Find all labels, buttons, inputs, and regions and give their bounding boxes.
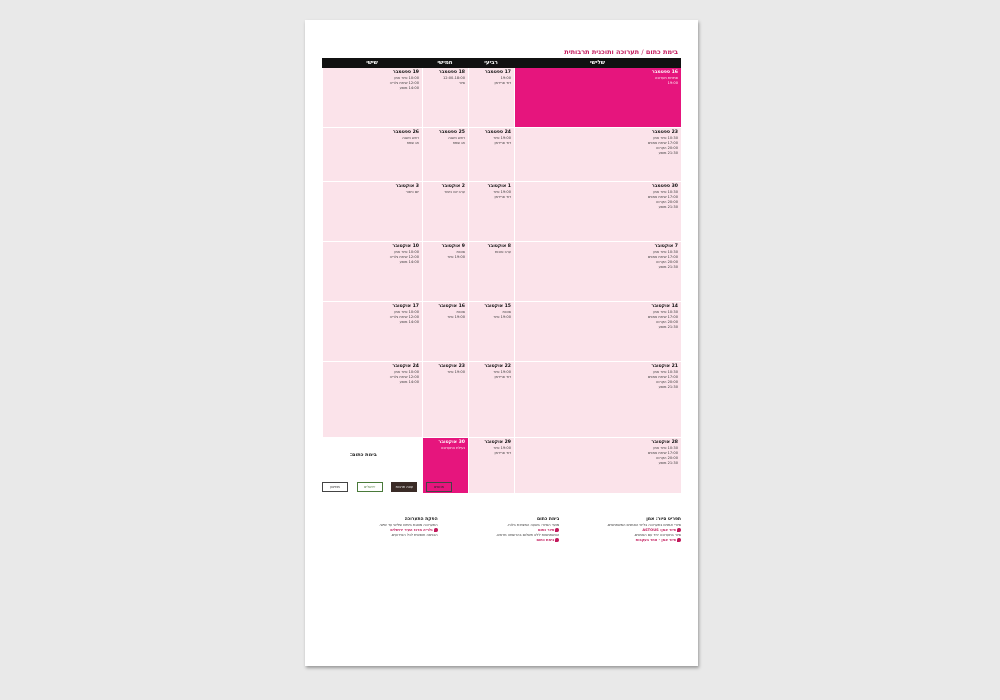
event-line: פתיחת תערוכה	[654, 76, 678, 80]
header-thu: חמישי	[422, 58, 468, 68]
info-title: הפקת התערוכה	[404, 517, 438, 522]
event-line: 19:00 סיור	[447, 370, 465, 374]
event-line: דוד פרידמן	[494, 81, 511, 85]
pin-icon	[677, 528, 681, 532]
title-separator: /	[641, 48, 644, 56]
event-line: 17:00 שיחת אמנים	[647, 141, 678, 145]
cell-date: 10 אוקטובר	[392, 244, 419, 249]
event-line: 10:30 סיור אמן	[653, 370, 678, 374]
schedule-cell-wed	[468, 182, 514, 242]
event-line: 17:00 שיחת אמנים	[647, 375, 678, 379]
event-line: 10:00 סיור אמן	[394, 250, 419, 254]
event-line: 19:00 סיור	[493, 315, 511, 319]
schedule-row	[322, 242, 681, 302]
header-wed: רביעי	[468, 58, 514, 68]
cell-date: 2 אוקטובר	[441, 184, 465, 189]
cell-date: 30 אוקטובר	[438, 440, 465, 445]
cell-date: 8 אוקטובר	[487, 244, 511, 249]
schedule-cell-thu	[422, 362, 468, 438]
event-line: 17:00 שיחת אמנים	[647, 451, 678, 455]
schedule-cell-wed	[468, 302, 514, 362]
event-line: 20:00 הקרנה	[655, 320, 678, 324]
event-line: 12:00 שיחת גלריה	[389, 375, 419, 379]
cell-date: 18 ספטמבר	[438, 70, 465, 75]
cell-date: 21 אוקטובר	[651, 364, 678, 369]
cell-date: 7 אוקטובר	[654, 244, 678, 249]
title-main: בימת כתום	[645, 48, 678, 56]
event-line: 14:00 מופע	[399, 380, 419, 384]
event-line: 10:30 סיור אמן	[653, 310, 678, 314]
schedule-cell-wed	[468, 438, 514, 494]
info-text: מועד הסיור: בשעה המצוינת בלוח.	[507, 523, 560, 527]
event-line: 10:30 סיור אמן	[653, 190, 678, 194]
header-fri: שישי	[322, 58, 422, 68]
event-line: 19:00 סיור	[493, 190, 511, 194]
event-line: 20:00 הקרנה	[655, 260, 678, 264]
event-line: סיור	[458, 81, 465, 85]
event-line: 21:30 מופע	[658, 265, 678, 269]
cell-date: 14 אוקטובר	[651, 304, 678, 309]
event-line: 10:30 סיור אמן	[653, 250, 678, 254]
cell-date: 30 ספטמבר	[651, 184, 678, 189]
cell-date: 23 ספטמבר	[651, 130, 678, 135]
event-line: סוכות	[456, 310, 465, 314]
pin-icon	[434, 528, 438, 532]
info-subheading: גלריה מרכז העיר ירושלים	[322, 528, 438, 533]
cell-date: 16 ספטמבר	[651, 70, 678, 75]
event-line: 21:30 מופע	[658, 325, 678, 329]
info-title: תפריט סיור: אמן	[646, 517, 681, 522]
schedule-row	[322, 302, 681, 362]
cell-date: 22 אוקטובר	[484, 364, 511, 369]
cell-date: 17 ספטמבר	[484, 70, 511, 75]
schedule-row	[322, 362, 681, 438]
schedule-cell-fri	[322, 182, 422, 242]
schedule-cell-tue	[514, 302, 681, 362]
schedule-cell-fri	[322, 302, 422, 362]
pin-icon	[677, 538, 681, 542]
schedule-cell-wed	[468, 362, 514, 438]
event-line: דוד פרידמן	[494, 195, 511, 199]
event-line: 19:00 סיור	[447, 315, 465, 319]
event-line: 12:00 שיחת גלריה	[389, 255, 419, 259]
info-text: ההשתתפות ללא תשלום בהרשמה מראש.	[496, 533, 560, 537]
event-line: דוד פרידמן	[494, 375, 511, 379]
page-title	[564, 48, 678, 56]
schedule-cell-tue	[514, 362, 681, 438]
event-line: 19:00 סיור	[447, 255, 465, 259]
schedule-cell-wed	[468, 128, 514, 182]
cell-date: 24 ספטמבר	[484, 130, 511, 135]
event-line: 21:30 מופע	[658, 461, 678, 465]
schedule-cell-wed	[468, 242, 514, 302]
event-line: ראש השנה	[402, 136, 419, 140]
schedule-cell-thu	[422, 302, 468, 362]
title-sub: תערוכה ותוכנית תרבותית	[564, 48, 640, 56]
info-text: הכניסה חופשית לכל האירועים.	[390, 533, 438, 537]
cell-date: 19 ספטמבר	[392, 70, 419, 75]
event-line: 21:30 מופע	[658, 151, 678, 155]
schedule-cell-fri	[322, 68, 422, 128]
event-line: 17:00 שיחת אמנים	[647, 255, 678, 259]
logo-jerusalem: ירושלים	[357, 482, 383, 493]
cell-date: 23 אוקטובר	[438, 364, 465, 369]
event-line: סוכות	[456, 250, 465, 254]
cell-date: 29 אוקטובר	[484, 440, 511, 445]
logo-museum: מוזיאון	[322, 482, 348, 493]
event-line: 19:00	[667, 81, 678, 85]
schedule-cell-tue	[514, 128, 681, 182]
event-line: 14:00 מופע	[399, 260, 419, 264]
cell-date: 1 אוקטובר	[487, 184, 511, 189]
stage-label: בימת כתום:	[350, 452, 377, 458]
event-line: 19:00 סיור	[493, 136, 511, 140]
event-line: 20:00 הקרנה	[655, 456, 678, 460]
event-line: 21:30 מופע	[658, 205, 678, 209]
info-text: סיורי אמנים בתערוכה בליווי האמנים המשתתפים.	[606, 523, 681, 527]
cell-date: 17 אוקטובר	[392, 304, 419, 309]
event-line: חג שמח	[406, 141, 419, 145]
event-line: 10:30 סיור אמן	[653, 446, 678, 450]
event-line: ערב יום כיפור	[444, 190, 465, 194]
cell-date: 16 אוקטובר	[438, 304, 465, 309]
event-line: 12:00-18:00	[442, 76, 465, 80]
cell-date: 15 אוקטובר	[484, 304, 511, 309]
schedule-header	[322, 58, 681, 68]
event-line: חג שמח	[452, 141, 465, 145]
event-line: 14:00 מופע	[399, 86, 419, 90]
info-column-3	[322, 517, 438, 657]
info-subheading: סיור אמן: ASTOUS	[565, 528, 681, 533]
cell-date: 26 ספטמבר	[392, 130, 419, 135]
logo-season: עונה תרבות	[391, 482, 417, 493]
schedule-cell-tue	[514, 68, 681, 128]
event-line: 20:00 הקרנה	[655, 380, 678, 384]
info-text: התערוכה מוצגת בימים שלישי עד שישי.	[379, 523, 438, 527]
event-line: 12:00 שיחת גלריה	[389, 81, 419, 85]
info-subheading: סיור כתום	[444, 528, 560, 533]
event-line: 19:00	[500, 76, 511, 80]
schedule-cell-thu	[422, 128, 468, 182]
event-line: יום כיפור	[405, 190, 419, 194]
info-column-2	[444, 517, 560, 657]
event-line: דוד פרידמן	[494, 451, 511, 455]
sponsor-logos	[322, 463, 452, 511]
program-sheet	[305, 20, 698, 666]
schedule-cell-fri	[322, 242, 422, 302]
event-line: סוכות	[502, 310, 511, 314]
cell-date: 28 אוקטובר	[651, 440, 678, 445]
schedule-cell-fri	[322, 362, 422, 438]
event-line: 10:30 סיור אמן	[653, 136, 678, 140]
event-line: 17:00 שיחת אמנים	[647, 195, 678, 199]
schedule-cell-tue	[514, 182, 681, 242]
event-line: נעילת התערוכה	[440, 446, 465, 450]
event-line: 10:00 סיור אמן	[394, 370, 419, 374]
info-column-1	[565, 517, 681, 657]
event-line: 14:00 מופע	[399, 320, 419, 324]
schedule-cell-thu	[422, 182, 468, 242]
schedule-cell-fri	[322, 128, 422, 182]
schedule-cell-tue	[514, 242, 681, 302]
schedule-row	[322, 182, 681, 242]
schedule-table	[322, 58, 681, 494]
event-line: דוד פרידמן	[494, 141, 511, 145]
event-line: 19:00 סיור	[493, 370, 511, 374]
event-line: 10:00 סיור אמן	[394, 310, 419, 314]
cell-date: 25 ספטמבר	[438, 130, 465, 135]
info-title: בימת כתום	[537, 517, 560, 522]
schedule-cell-wed	[468, 68, 514, 128]
event-line: 17:00 שיחת אמנים	[647, 315, 678, 319]
event-line: 10:00 סיור אמן	[394, 76, 419, 80]
schedule-row	[322, 68, 681, 128]
cell-date: 9 אוקטובר	[441, 244, 465, 249]
info-section	[322, 517, 681, 657]
info-subheading: בימת כתום	[444, 538, 560, 543]
info-text: סיור בתערוכה יחד עם האמנים.	[633, 533, 681, 537]
schedule-cell-tue	[514, 438, 681, 494]
event-line: 12:00 שיחת גלריה	[389, 315, 419, 319]
info-subheading: סיור אמן - אחר בעקבות	[565, 538, 681, 543]
event-line: 20:00 הקרנה	[655, 146, 678, 150]
logo-manofim: מנופים	[426, 482, 452, 493]
schedule-cell-thu	[422, 242, 468, 302]
schedule-cell-thu	[422, 68, 468, 128]
header-tue: שלישי	[514, 58, 681, 68]
event-line: 21:30 מופע	[658, 385, 678, 389]
pin-icon	[555, 538, 559, 542]
cell-date: 3 אוקטובר	[395, 184, 419, 189]
event-line: 20:00 הקרנה	[655, 200, 678, 204]
event-line: ראש השנה	[448, 136, 465, 140]
pin-icon	[555, 528, 559, 532]
event-line: ערב סוכות	[494, 250, 511, 254]
schedule-row	[322, 128, 681, 182]
event-line: 19:00 סיור	[493, 446, 511, 450]
cell-date: 24 אוקטובר	[392, 364, 419, 369]
